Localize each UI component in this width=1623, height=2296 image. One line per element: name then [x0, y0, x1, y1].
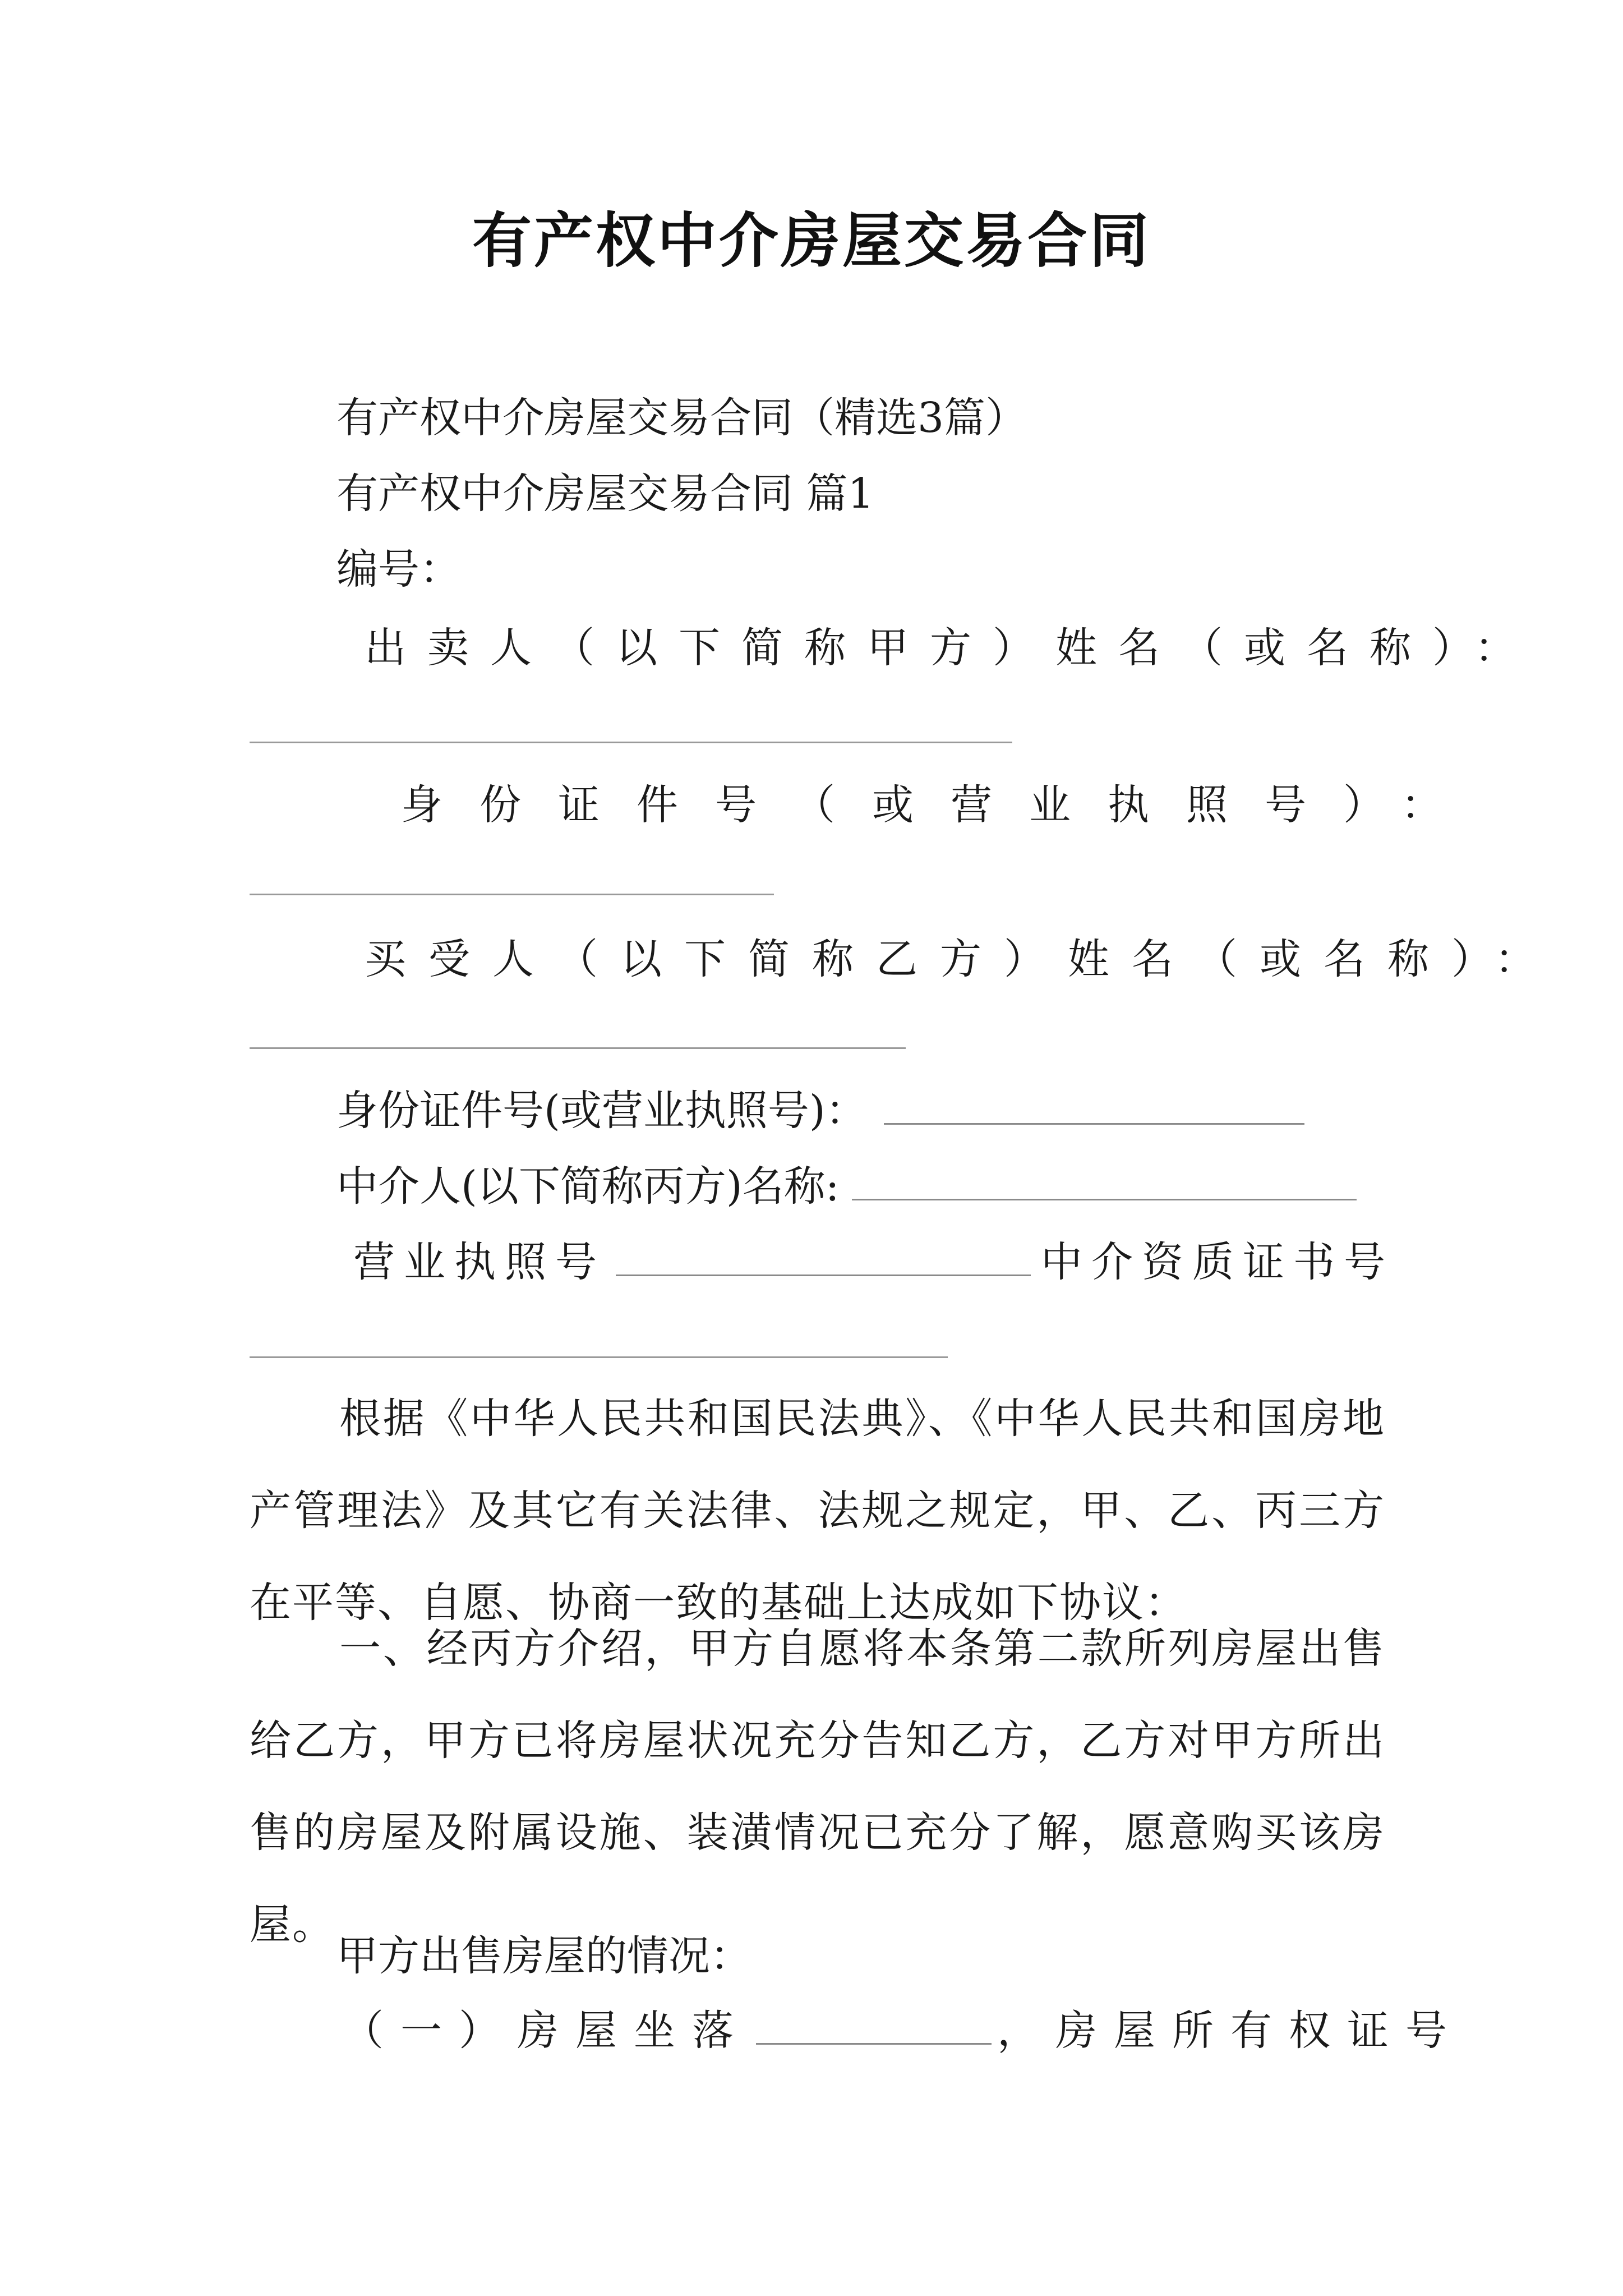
qualification-label: 中介资质证书号 [1041, 1238, 1394, 1286]
paragraph-basis: 根据《中华人民共和国民法典》、《中华人民共和国房地产管理法》及其它有关法律、法规之规定，甲、乙、丙三方在平等、自愿、协商一致的基础上达成如下协议： [250, 1395, 1385, 1627]
buyer-id-blank [884, 1084, 1304, 1125]
buyer-label: 买受人（以下简称乙方）姓名（或名称）： [365, 935, 1559, 983]
document-title: 有产权中介房屋交易合同 [472, 206, 1151, 275]
section-heading: 有产权中介房屋交易合同 篇1 [336, 470, 874, 518]
buyer-id-label: 身份证件号(或营业执照号)： [336, 1087, 867, 1135]
paragraph-clause1: 一、经丙方介绍，甲方自愿将本条第二款所列房屋出售给乙方，甲方已将房屋状况充分告知乙方，乙方对甲方所出售的房屋及附属设施、装潢情况已充分了解，愿意购买该房屋。 [250, 1625, 1385, 1949]
qualification-blank [250, 1356, 948, 1358]
agent-label: 中介人(以下简称丙方)名称: [336, 1162, 840, 1211]
agent-name-blank [852, 1159, 1357, 1200]
house-location-row [342, 2000, 1464, 2062]
house-situation-label: 甲方出售房屋的情况： [336, 1932, 751, 1980]
license-row [353, 1231, 1394, 1293]
agent-row [336, 1156, 1357, 1217]
buyer-name-blank [250, 1047, 906, 1049]
license-label: 营业执照号 [353, 1238, 606, 1286]
seller-label [365, 617, 1537, 679]
house-cert-label: ，房屋所有权证号 [997, 2007, 1464, 2055]
seller-id-blank [250, 894, 774, 895]
house-location-label: （一）房屋坐落 [342, 2007, 750, 2055]
seller-name-blank [250, 742, 1012, 743]
buyer-id-row [336, 1080, 1304, 1142]
seller-label-text: 出卖人（以下简称甲方）姓名（或名称）： [365, 624, 1537, 672]
house-location-blank [756, 2004, 992, 2045]
subtitle: 有产权中介房屋交易合同（精选3篇） [336, 394, 1027, 442]
license-blank [616, 1235, 1031, 1276]
number-label: 编号： [336, 545, 461, 593]
seller-id-label: 身份证件号（或营业执照号）： [401, 781, 1479, 829]
